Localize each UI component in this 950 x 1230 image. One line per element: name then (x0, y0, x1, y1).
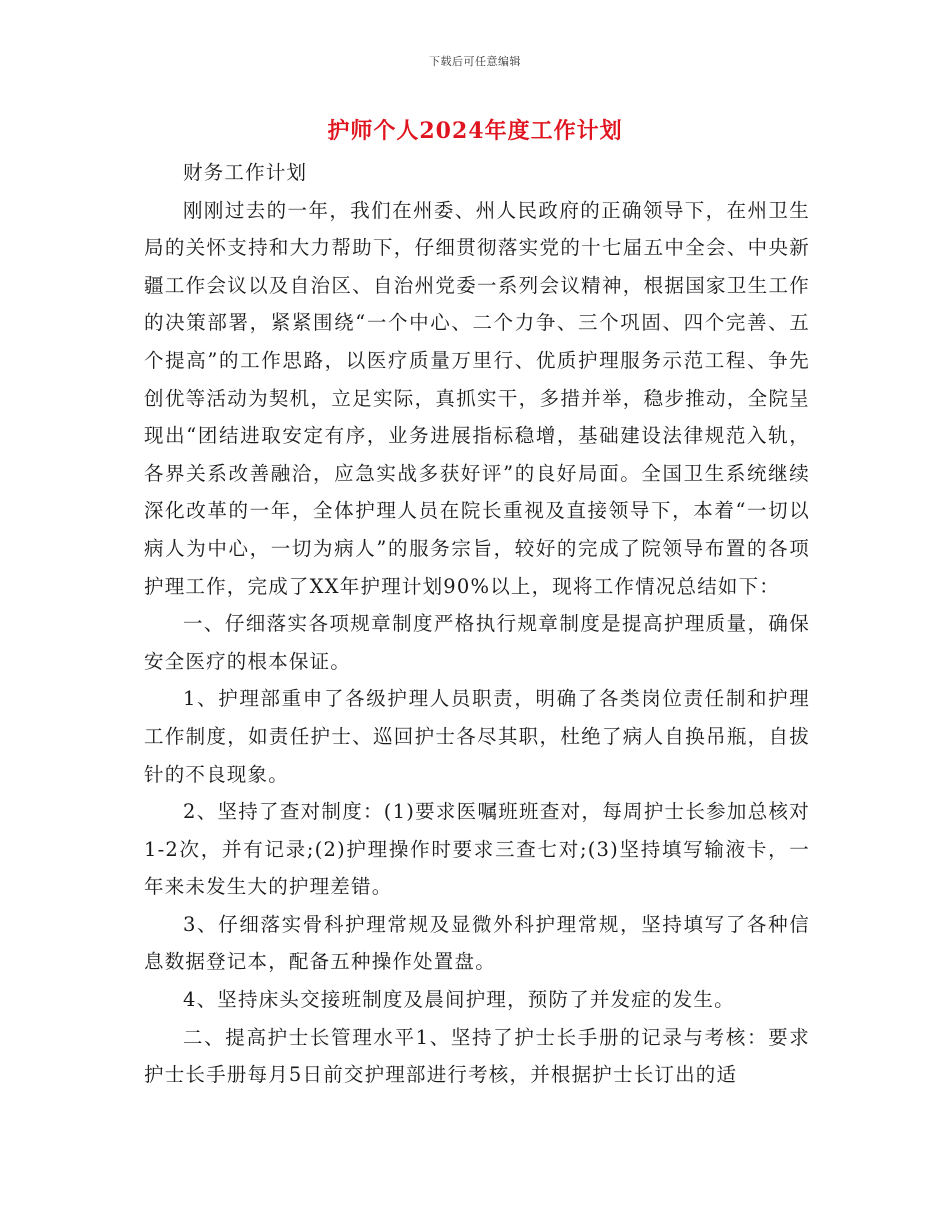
paragraph-intro-heading: 财务工作计划 (183, 161, 308, 184)
paragraph-item-3: 3、仔细落实骨科护理常规及显微外科护理常规，坚持填写了各种信息数据登记本，配备五种操作处置盘。 (144, 912, 810, 974)
document-body (144, 154, 810, 1094)
paragraph-item-1: 1、护理部重申了各级护理人员职责，明确了各类岗位责任制和护理工作制度，如责任护士、巡回护士各尽其职，杜绝了病人自换吊瓶，自拔针的不良现象。 (144, 687, 810, 786)
paragraph-item-4: 4、坚持床头交接班制度及晨间护理，预防了并发症的发生。 (183, 988, 735, 1012)
paragraph-section-2: 二、提高护士长管理水平1、坚持了护士长手册的记录与考核：要求护士长手册每月5日前交护理部进行考核，并根据护士长订出的适 (144, 1025, 810, 1087)
paragraph-summary: 刚刚过去的一年，我们在州委、州人民政府的正确领导下，在州卫生局的关怀支持和大力帮助下，仔细贯彻落实党的十七届五中全会、中央新疆工作会议以及自治区、自治州党委一系列会议精神，根据国家卫生工作的决策部署，紧紧围绕“一个中心、二个力争、三个巩固、四个完善、五个提高”的工作思路，以医疗质量万里行、优质护理服务示范工程、争先创优等活动为契机，立足实际，真抓实干，多措并举，稳步推动，全院呈现出“团结进取安定有序，业务进展指标稳增，基础建设法律规范入轨，各界关系改善融洽，应急实战多获好评”的良好局面。全国卫生系统继续深化改革的一年，全体护理人员在院长重视及直接领导下，本着“一切以病人为中心，一切为病人”的服务宗旨，较好的完成了院领导布置的各项护理工作，完成了XX年护理计划90%以上，现将工作情况总结如下： (144, 198, 810, 598)
document-title: 护师个人2024年度工作计划 (327, 118, 623, 144)
header-note: 下载后可任意编辑 (429, 55, 521, 68)
paragraph-item-2: 2、坚持了查对制度：(1)要求医嘱班班查对，每周护士长参加总核对1-2次，并有记录;(2)护理操作时要求三查七对;(3)坚持填写输液卡，一年来未发生大的护理差错。 (144, 800, 810, 899)
paragraph-section-1: 一、仔细落实各项规章制度严格执行规章制度是提高护理质量，确保安全医疗的根本保证。 (144, 612, 810, 673)
